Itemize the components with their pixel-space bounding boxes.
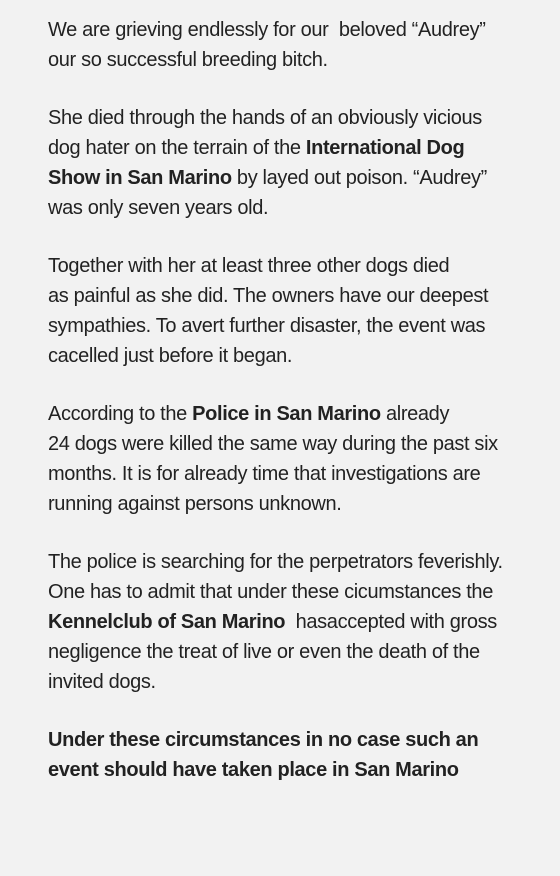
text-segment: as painful as she did. The owners have our deepest	[48, 285, 489, 307]
text-line	[48, 459, 550, 489]
text-segment: One has to admit that under these cicumstances the	[48, 581, 493, 603]
text-segment: was only seven years old.	[48, 197, 269, 219]
text-line	[48, 429, 550, 459]
text-segment: negligence the treat of live or even the death of the	[48, 641, 480, 663]
text-line	[48, 341, 550, 371]
paragraph-grief	[48, 15, 550, 75]
text-segment: Together with her at least three other dogs died	[48, 255, 450, 277]
text-segment: event should have taken place in San Marino	[48, 759, 459, 781]
text-segment: by layed out poison. “Audrey”	[231, 167, 487, 189]
text-segment: months. It is for already time that investigations are	[48, 463, 481, 485]
text-segment: She died through the hands of an obviously vicious	[48, 107, 482, 129]
text-line	[48, 311, 550, 341]
text-segment: already	[380, 403, 450, 425]
text-segment: hasaccepted with gross	[285, 611, 497, 633]
text-line	[48, 755, 550, 785]
text-line	[48, 193, 550, 223]
text-segment: We are grieving endlessly for our beloved “Audrey”	[48, 19, 486, 41]
text-line	[48, 163, 550, 193]
text-segment: cacelled just before it began.	[48, 345, 293, 367]
bold-segment: Kennelclub of San Marino	[48, 611, 286, 633]
text-segment: sympathies. To avert further disaster, the event was	[48, 315, 486, 337]
bold-segment: Show in San Marino	[48, 167, 232, 189]
text-line	[48, 725, 550, 755]
text-segment: According to the	[48, 403, 193, 425]
paragraph-other-dogs	[48, 251, 550, 371]
text-line	[48, 577, 550, 607]
text-line	[48, 251, 550, 281]
text-line	[48, 103, 550, 133]
text-line	[48, 667, 550, 697]
text-segment: our so successful breeding bitch.	[48, 49, 328, 71]
text-line	[48, 607, 550, 637]
text-line	[48, 45, 550, 75]
bold-segment: International Dog	[305, 137, 465, 159]
text-segment: running against persons unknown.	[48, 493, 342, 515]
text-segment: dog hater on the terrain of the	[48, 137, 306, 159]
text-line	[48, 489, 550, 519]
paragraph-death-circumstances	[48, 103, 550, 223]
text-line	[48, 399, 550, 429]
text-line	[48, 637, 550, 667]
paragraph-kennelclub	[48, 547, 550, 697]
text-line	[48, 133, 550, 163]
paragraph-conclusion	[48, 725, 550, 785]
bold-segment: Police in San Marino	[192, 403, 381, 425]
paragraph-police-report	[48, 399, 550, 519]
text-segment: Under these circumstances in no case such an	[48, 729, 479, 751]
text-line	[48, 281, 550, 311]
text-line	[48, 547, 550, 577]
text-segment: The police is searching for the perpetrators feverishly.	[48, 551, 503, 573]
text-segment: 24 dogs were killed the same way during the past six	[48, 433, 498, 455]
text-segment: invited dogs.	[48, 671, 156, 693]
text-line	[48, 15, 550, 45]
